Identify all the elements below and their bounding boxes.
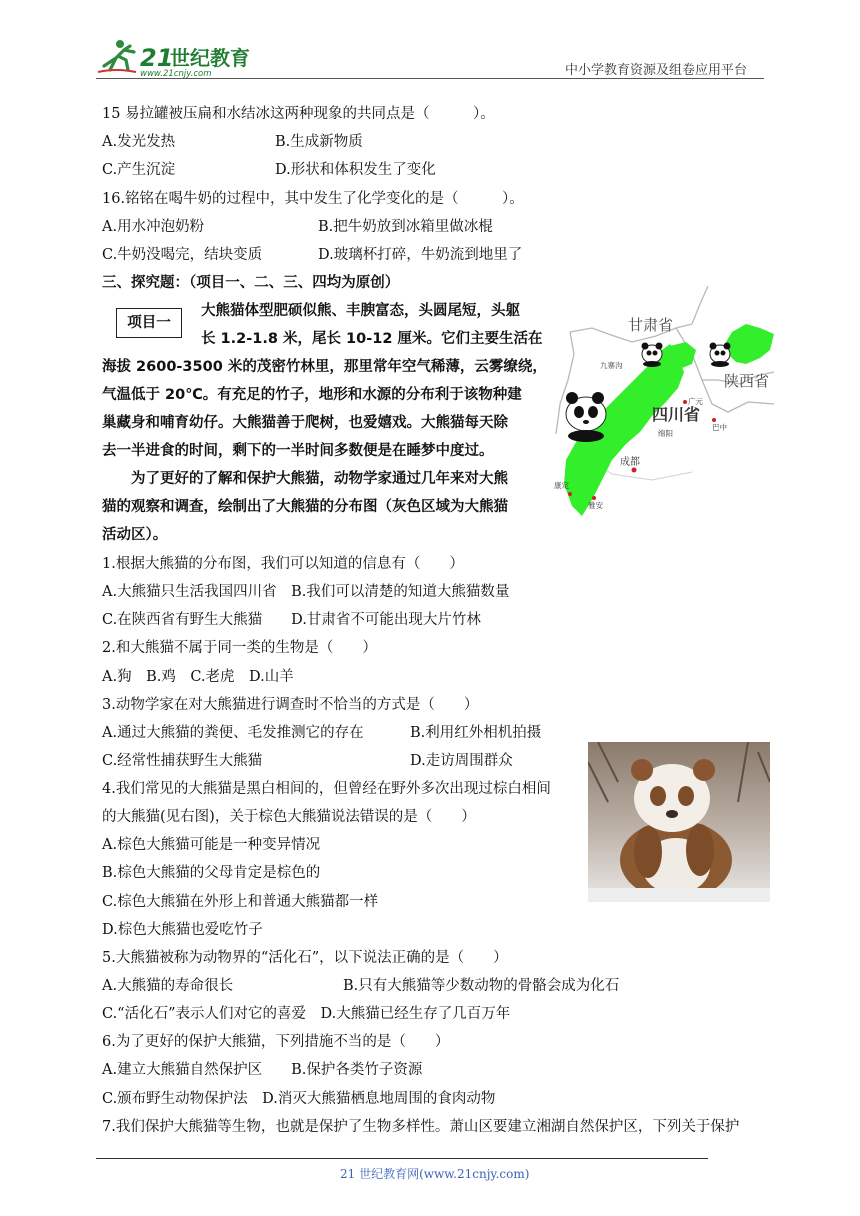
option-15c: C.产生沉淀 (102, 162, 176, 178)
option-3b: B.利用红外相机拍摄 (410, 725, 542, 741)
passage-line-8: 猫的观察和调查，绘制出了大熊猫的分布图（灰色区域为大熊猫 (102, 499, 508, 515)
option-15b: B.生成新物质 (275, 134, 363, 150)
svg-text:世纪教育: 世纪教育 (170, 46, 250, 70)
project-label-box: 项目一 (116, 308, 182, 338)
question-16: 16.铭铭在喝牛奶的过程中，其中发生了化学变化的是（ ）。 (102, 191, 524, 207)
question-3: 3.动物学家在对大熊猫进行调查时不恰当的方式是（ ） (102, 697, 479, 713)
option-15d: D.形状和体积发生了变化 (275, 162, 436, 178)
question-4-line-2: 的大熊猫(见右图)，关于棕色大熊猫说法错误的是（ ） (102, 809, 476, 825)
panda-distribution-map (552, 284, 774, 544)
platform-name: 中小学教育资源及组卷应用平台 (565, 63, 748, 78)
svg-text:四川省: 四川省 (652, 405, 701, 424)
passage-line-4: 气温低于 20℃。有充足的竹子，地形和水源的分布利于该物种建 (102, 387, 522, 403)
options-6cd: C.颁布野生动物保护法 D.消灭大熊猫栖息地周围的食肉动物 (102, 1091, 496, 1107)
options-1cd: C.在陕西省有野生大熊猫 D.甘肃省不可能出现大片竹林 (102, 612, 481, 628)
svg-text:甘肃省: 甘肃省 (628, 316, 674, 334)
question-15: 15 易拉罐被压扁和水结冰这两种现象的共同点是（ ）。 (102, 106, 495, 122)
option-3a: A.通过大熊猫的粪便、毛发推测它的存在 (102, 725, 364, 741)
panda-icon (642, 343, 663, 368)
options-1ab: A.大熊猫只生活我国四川省 B.我们可以清楚的知道大熊猫数量 (102, 584, 510, 600)
footer-divider (96, 1158, 708, 1159)
panda-icon (566, 392, 606, 442)
question-2: 2.和大熊猫不属于同一类的生物是（ ） (102, 640, 377, 656)
passage-line-6: 去一半进食的时间，剩下的一半时间多数便是在睡梦中度过。 (102, 443, 494, 459)
svg-text:雅安: 雅安 (588, 501, 603, 510)
option-15a: A.发光发热 (102, 134, 176, 150)
passage-line-7: 为了更好的了解和保护大熊猫，动物学家通过几年来对大熊 (131, 471, 508, 487)
option-5b: B.只有大熊猫等少数动物的骨骼会成为化石 (343, 978, 620, 994)
option-4d: D.棕色大熊猫也爱吃竹子 (102, 922, 263, 938)
option-16b: B.把牛奶放到冰箱里做冰棍 (318, 219, 493, 235)
option-16a: A.用水冲泡奶粉 (102, 219, 205, 235)
passage-line-1: 大熊猫体型肥硕似熊、丰腴富态，头圆尾短，头躯 (201, 303, 520, 319)
runner-logo-icon (96, 36, 266, 80)
question-5: 5.大熊猫被称为动物界的“活化石”，以下说法正确的是（ ） (102, 950, 508, 966)
brown-panda-photo (588, 742, 770, 902)
question-1: 1.根据大熊猫的分布图，我们可以知道的信息有（ ） (102, 556, 464, 572)
svg-text:巴中: 巴中 (712, 423, 727, 432)
passage-line-9: 活动区）。 (102, 527, 168, 543)
svg-text:成都: 成都 (620, 457, 640, 468)
header-divider (96, 78, 764, 79)
svg-text:九寨沟: 九寨沟 (600, 361, 623, 370)
option-3d: D.走访周围群众 (410, 753, 513, 769)
site-logo (96, 36, 266, 80)
option-4b: B.棕色大熊猫的父母肯定是棕色的 (102, 865, 321, 881)
option-16c: C.牛奶没喝完，结块变质 (102, 247, 263, 263)
svg-text:www.21cnjy.com: www.21cnjy.com (140, 69, 212, 79)
option-3c: C.经常性捕获野生大熊猫 (102, 753, 263, 769)
passage-line-3: 海拔 2600-3500 米的茂密竹林里，那里常年空气稀薄，云雾缭绕， (102, 359, 547, 375)
svg-text:康定: 康定 (554, 481, 569, 490)
passage-line-5: 巢藏身和哺育幼仔。大熊猫善于爬树，也爱嬉戏。大熊猫每天除 (102, 415, 508, 431)
options-5cd: C.“活化石”表示人们对它的喜爱 D.大熊猫已经生存了几百万年 (102, 1006, 511, 1022)
question-7: 7.我们保护大熊猫等生物，也就是保护了生物多样性。萧山区要建立湘湖自然保护区，下列关于保护 (102, 1119, 740, 1135)
option-4a: A.棕色大熊猫可能是一种变异情况 (102, 837, 321, 853)
question-6: 6.为了更好的保护大熊猫，下列措施不当的是（ ） (102, 1034, 450, 1050)
options-2: A.狗 B.鸡 C.老虎 D.山羊 (102, 669, 294, 685)
svg-text:陕西省: 陕西省 (724, 372, 770, 390)
options-6ab: A.建立大熊猫自然保护区 B.保护各类竹子资源 (102, 1062, 423, 1078)
option-5a: A.大熊猫的寿命很长 (102, 978, 234, 994)
section-heading: 三、探究题：（项目一、二、三、四均为原创） (102, 274, 400, 291)
option-16d: D.玻璃杯打碎，牛奶流到地里了 (318, 247, 523, 263)
svg-text:广元: 广元 (688, 397, 703, 406)
svg-text:21: 21 (140, 44, 174, 72)
question-4-line-1: 4.我们常见的大熊猫是黑白相间的，但曾经在野外多次出现过棕白相间 (102, 781, 551, 797)
footer-source: 21 世纪教育网(www.21cnjy.com) (340, 1167, 530, 1181)
passage-line-2: 长 1.2-1.8 米，尾长 10-12 厘米。它们主要生活在 (201, 331, 543, 347)
panda-icon (710, 343, 731, 368)
option-4c: C.棕色大熊猫在外形上和普通大熊猫都一样 (102, 894, 379, 910)
svg-text:绵阳: 绵阳 (658, 429, 673, 438)
